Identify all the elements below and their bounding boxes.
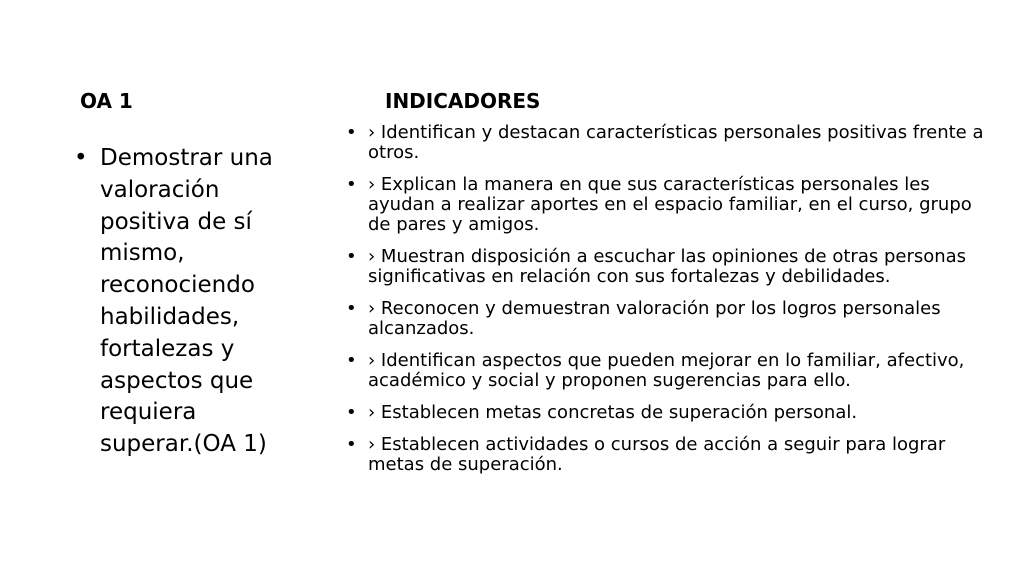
bullet-icon: • (346, 246, 357, 267)
bullet-icon: • (346, 434, 357, 455)
indicators-list (346, 123, 991, 487)
indicator-text: › Reconocen y demuestran valoración por los logros personales alcanzados. (368, 298, 941, 339)
indicator-item (346, 247, 991, 287)
objective-list (74, 143, 289, 461)
indicator-item (346, 435, 991, 475)
objective-text: Demostrar una valoración positiva de sí mismo, reconociendo habilidades, fortalezas y aspectos que requiera superar.(OA 1) (100, 145, 273, 458)
bullet-icon: • (346, 298, 357, 319)
bullet-icon: • (74, 145, 88, 171)
indicator-text: › Explican la manera en que sus características personales les ayudan a realizar aportes en el espacio familiar, en el curso, grupo de pares y amigos. (368, 174, 972, 235)
indicator-item (346, 403, 991, 423)
bullet-icon: • (346, 402, 357, 423)
indicator-text: › Establecen metas concretas de superación personal. (368, 402, 858, 423)
indicators-heading: INDICADORES (385, 89, 541, 113)
bullet-icon: • (346, 174, 357, 195)
objective-item (74, 143, 289, 461)
indicator-item (346, 175, 991, 235)
bullet-icon: • (346, 350, 357, 371)
indicator-text: › Muestran disposición a escuchar las opiniones de otras personas significativas en relación con sus fortalezas y debilidades. (368, 246, 967, 287)
objective-heading: OA 1 (80, 89, 133, 113)
bullet-icon: • (346, 122, 357, 143)
indicator-text: › Identifican y destacan características personales positivas frente a otros. (368, 122, 984, 163)
indicator-item (346, 123, 991, 163)
indicator-item (346, 299, 991, 339)
indicator-text: › Identifican aspectos que pueden mejorar en lo familiar, afectivo, académico y social y proponen sugerencias para ello. (368, 350, 965, 391)
indicator-text: › Establecen actividades o cursos de acción a seguir para lograr metas de superación. (368, 434, 946, 475)
indicator-item (346, 351, 991, 391)
